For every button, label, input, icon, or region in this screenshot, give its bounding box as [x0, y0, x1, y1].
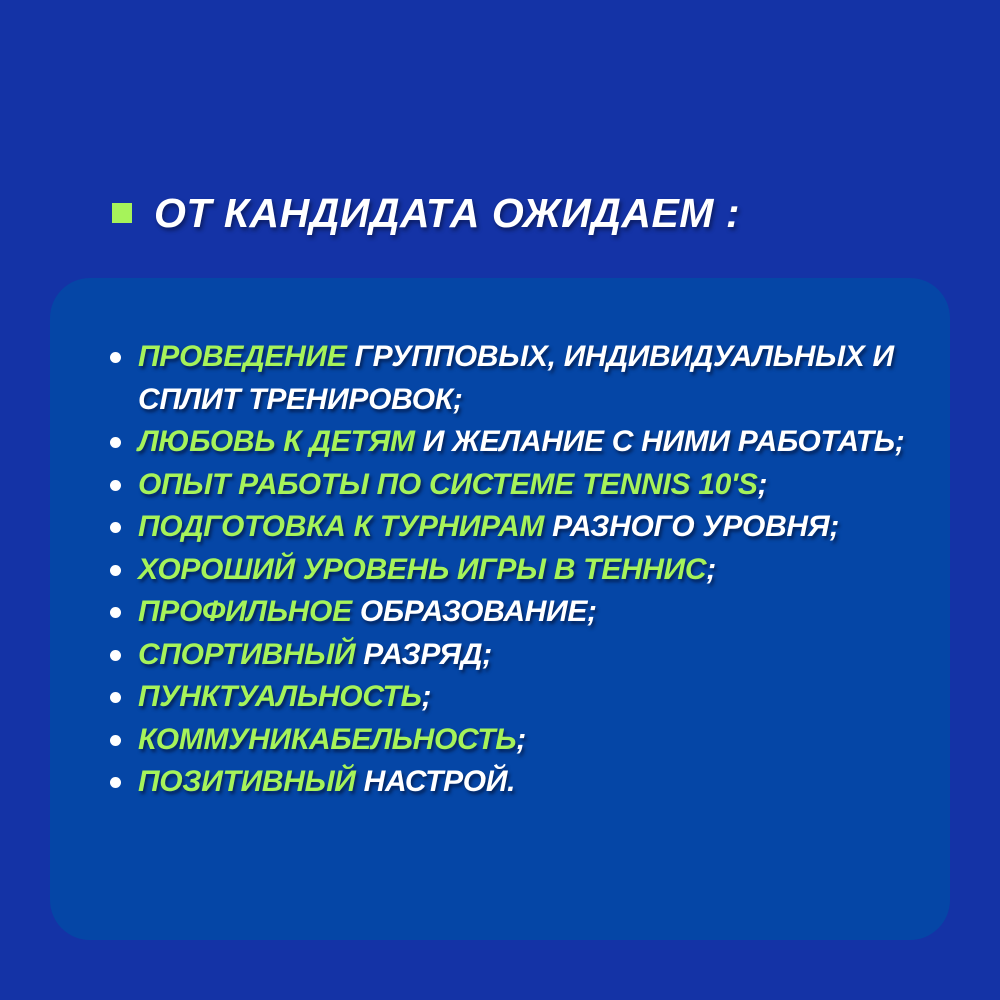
bullet-icon — [110, 480, 121, 491]
list-item-text: ; — [706, 552, 716, 586]
list-item-text: ; — [757, 467, 768, 501]
list-item-text: НАСТРОЙ. — [355, 765, 516, 798]
list-item — [108, 591, 928, 634]
list-item-highlight: ПУНКТУАЛЬНОСТЬ — [138, 680, 422, 713]
list-item — [108, 336, 928, 421]
list-item-highlight: ЛЮБОВЬ К ДЕТЯМ — [138, 425, 415, 458]
bullet-icon — [110, 565, 121, 576]
list-item-text: ; — [421, 680, 432, 713]
list-item-highlight: СПОРТИВНЫЙ — [138, 637, 356, 671]
list-item-highlight: ПРОФИЛЬНОЕ — [138, 595, 352, 628]
list-item — [108, 506, 928, 549]
list-item — [108, 464, 928, 507]
list-item-highlight: ПОДГОТОВКА К ТУРНИРАМ — [138, 510, 545, 543]
list-item-text: РАЗНОГО УРОВНЯ; — [544, 510, 840, 543]
list-item-highlight: ХОРОШИЙ УРОВЕНЬ ИГРЫ В ТЕННИС — [138, 552, 707, 586]
list-item-highlight: ПОЗИТИВНЫЙ — [138, 765, 356, 798]
square-bullet-icon — [112, 203, 132, 223]
list-item — [108, 719, 928, 762]
list-item-text: ГРУППОВЫХ, ИНДИВИДУАЛЬНЫХ И СПЛИТ ТРЕНИРОВОК; — [138, 340, 894, 416]
list-item-text: И ЖЕЛАНИЕ С НИМИ РАБОТАТЬ; — [414, 425, 905, 458]
list-item — [108, 421, 928, 464]
bullet-icon — [110, 692, 121, 703]
list-item — [108, 676, 928, 719]
list-item — [108, 634, 928, 677]
list-item-highlight: ОПЫТ РАБОТЫ ПО СИСТЕМЕ TENNIS 10'S — [138, 467, 758, 501]
heading — [112, 188, 740, 238]
requirements-list — [108, 336, 928, 804]
bullet-icon — [110, 437, 121, 448]
list-item-highlight: КОММУНИКАБЕЛЬНОСТЬ — [138, 722, 517, 756]
list-item-text: РАЗРЯД; — [355, 637, 492, 671]
page-title: ОТ КАНДИДАТА ОЖИДАЕМ : — [154, 189, 741, 236]
bullet-icon — [110, 735, 121, 746]
bullet-icon — [110, 522, 121, 533]
list-item-text: ; — [516, 722, 526, 756]
list-item — [108, 761, 928, 804]
bullet-icon — [110, 352, 121, 363]
list-item-text: ОБРАЗОВАНИЕ; — [351, 595, 597, 628]
bullet-icon — [110, 777, 121, 788]
list-item-highlight: ПРОВЕДЕНИЕ — [138, 340, 347, 373]
bullet-icon — [110, 650, 121, 661]
bullet-icon — [110, 607, 121, 618]
list-item — [108, 549, 928, 592]
